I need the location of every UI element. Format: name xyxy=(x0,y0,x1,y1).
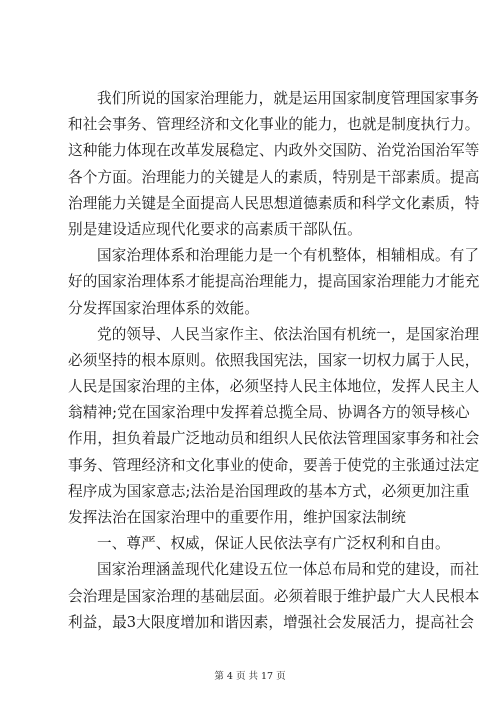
text-line: 一、尊严、权威，保证人民依法享有广泛权利和自由。 xyxy=(97,535,450,553)
text-line: 利益，最3大限度增加和谐因素，增强社会发展活力，提高社会 xyxy=(68,613,475,631)
text-line: 党的领导、人民当家作主、依法治国有机统一，是国家治理 xyxy=(97,325,480,343)
text-line: 好的国家治理体系才能提高治理能力，提高国家治理能力才能充 xyxy=(68,273,480,291)
page-number: 第 4 页 共 17 页 xyxy=(214,671,286,682)
text-line: 事务、管理经济和文化事业的使命，要善于使党的主张通过法定 xyxy=(68,456,480,474)
text-line: 别是建设适应现代化要求的高素质干部队伍。 xyxy=(68,220,362,238)
text-line: 各个方面。治理能力的关键是人的素质，特别是干部素质。提高 xyxy=(68,168,480,186)
text-line: 人民是国家治理的主体，必须坚持人民主体地位，发挥人民主人 xyxy=(68,378,480,396)
text-line: 分发挥国家治理体系的效能。 xyxy=(68,299,260,317)
text-line: 会治理是国家治理的基础层面。必须着眼于维护最广大人民根本 xyxy=(68,587,480,605)
body-text xyxy=(68,86,480,636)
text-line: 国家治理体系和治理能力是一个有机整体，相辅相成。有了 xyxy=(97,247,480,265)
text-line: 程序成为国家意志;法治是治国理政的基本方式，必须更加注重 xyxy=(68,482,470,500)
text-line: 翁精神;党在国家治理中发挥着总揽全局、协调各方的领导核心 xyxy=(68,404,470,422)
text-line: 国家治理涵盖现代化建设五位一体总布局和党的建设，而社 xyxy=(97,561,480,579)
text-line: 这种能力体现在改革发展稳定、内政外交国防、治党治国治军等 xyxy=(68,142,480,160)
text-line: 发挥法治在国家治理中的重要作用，维护国家法制统 xyxy=(68,509,406,526)
text-line: 和社会事务、管理经济和文化事业的能力，也就是制度执行力。 xyxy=(68,116,480,134)
text-line: 必须坚持的根本原则。依照我国宪法，国家一切权力属于人民， xyxy=(68,351,480,369)
text-line: 我们所说的国家治理能力，就是运用国家制度管理国家事务 xyxy=(97,90,480,107)
text-line: 治理能力关键是全面提高人民思想道德素质和科学文化素质，特 xyxy=(68,194,480,212)
text-line: 作用，担负着最广泛地动员和组织人民依法管理国家事务和社会 xyxy=(68,430,480,448)
